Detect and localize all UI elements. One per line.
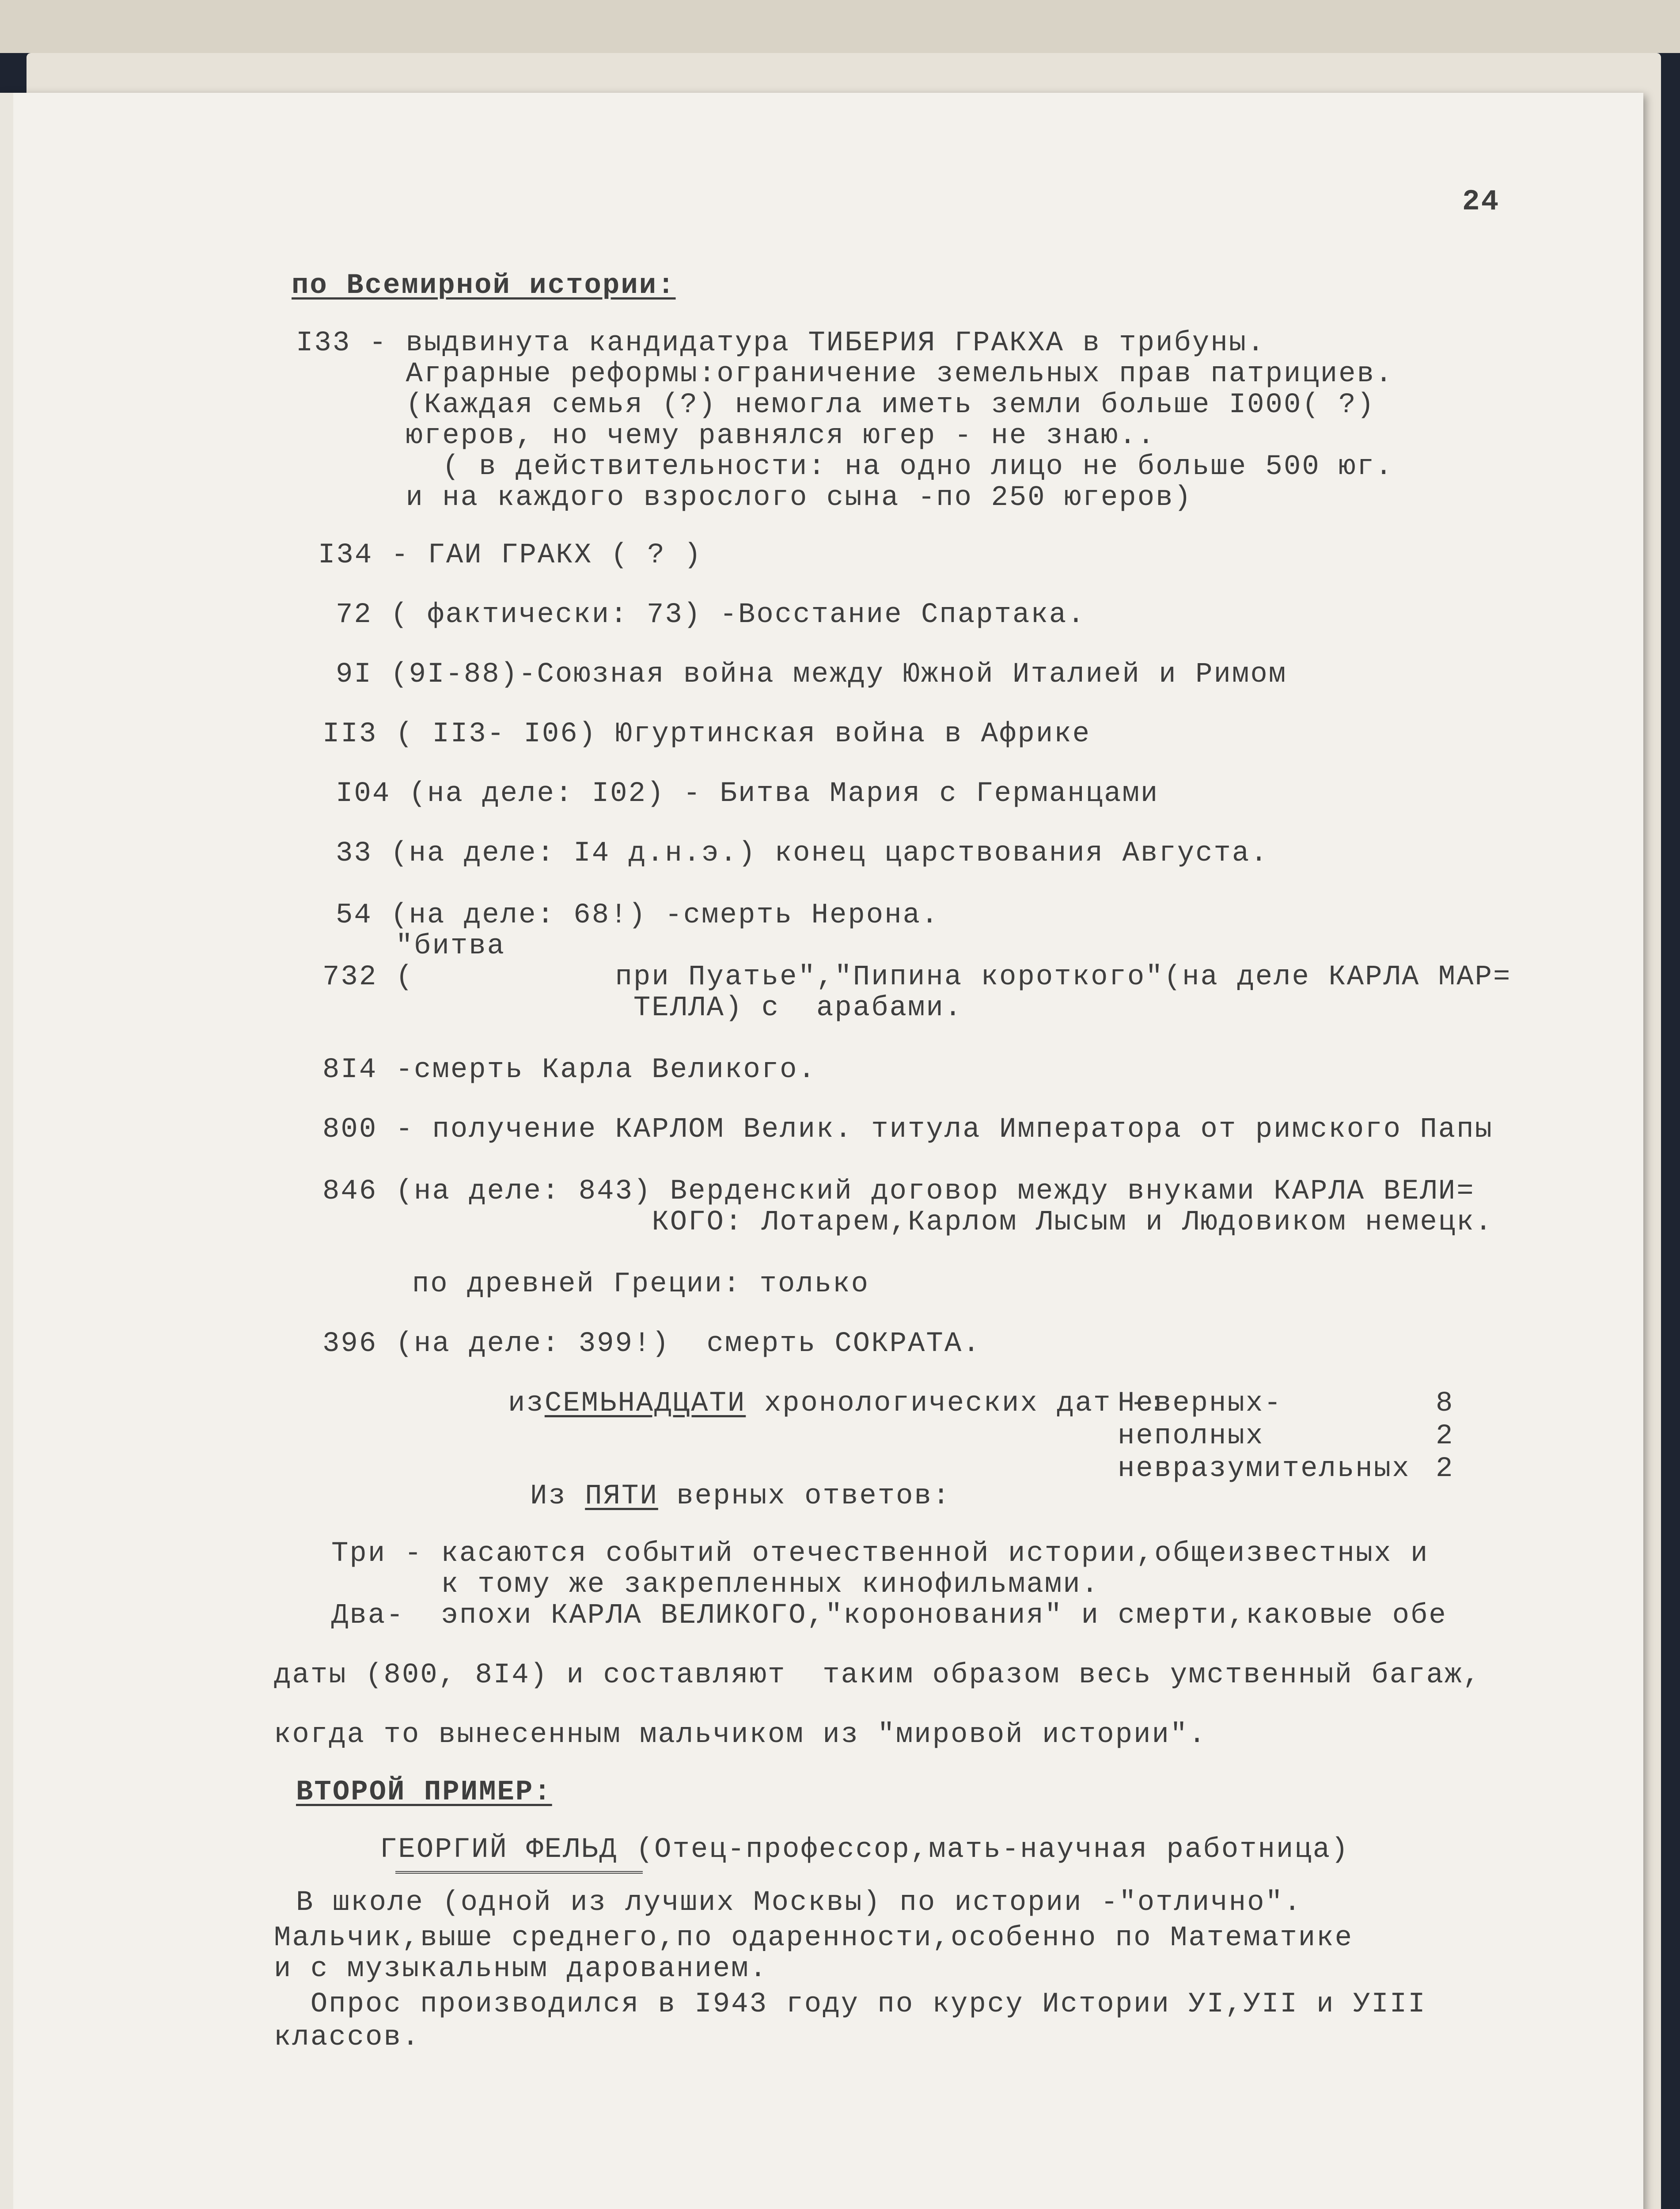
entry-line: югеров, но чему равнялся югер - не знаю.. <box>296 420 1156 452</box>
section-heading: по Всемирной истории: <box>292 270 676 302</box>
entry-line: ( в действительности: на одно лицо не больше 500 юг. <box>296 451 1394 483</box>
entry-line: "битва <box>322 930 506 962</box>
paragraph-line: Три - касаются событий отечественной истории,общеизвестных и <box>331 1538 1429 1570</box>
second-example-heading: ВТОРОЙ ПРИМЕР: <box>296 1776 552 1808</box>
count-row: Неверных- 8 <box>1118 1388 1454 1420</box>
second-example-line: Мальчик,выше среднего,по одаренности,особенно по Математике <box>274 1922 1353 1954</box>
second-example-line: ГЕОРГИЙ ФЕЛЬД (Отец-профессор,мать-научная работница) <box>380 1834 1350 1866</box>
entry-line: Аграрные реформы:ограничение земельных прав патрициев. <box>296 358 1394 390</box>
page-number: 24 <box>1462 185 1500 218</box>
entry-line: 33 (на деле: I4 д.н.э.) конец царствования Августа. <box>336 838 1269 869</box>
entry-line: по древней Греции: только <box>375 1268 869 1300</box>
entry-line: (Каждая семья (?) немогла иметь земли больше I000( ?) <box>296 389 1375 421</box>
paragraph-line: когда то вынесенным мальчиком из "мировой истории". <box>274 1719 1207 1751</box>
entry-line: I33 - выдвинута кандидатура ТИБЕРИЯ ГРАКХА в трибуны. <box>296 327 1266 359</box>
correct-emphasis: ПЯТИ <box>585 1480 658 1512</box>
entry-line: ТЕЛЛА) с арабами. <box>322 992 963 1024</box>
summary-line <box>508 1387 1167 1420</box>
entry-line: 8I4 -смерть Карла Великого. <box>322 1054 816 1086</box>
entry-line: 800 - получение КАРЛОМ Велик. титула Императора от римского Папы <box>322 1114 1493 1146</box>
entry-line: 54 (на деле: 68!) -смерть Нерона. <box>336 900 940 931</box>
entry-line: II3 ( II3- I06) Югуртинская война в Африке <box>322 718 1091 750</box>
correct-answers-line: Из ПЯТИ верных ответов: <box>530 1480 951 1512</box>
summary-counts <box>1118 1387 1454 1485</box>
entry-line: I34 - ГАИ ГРАКХ ( ? ) <box>318 539 702 571</box>
entry-line: КОГО: Лотарем,Карлом Лысым и Людовиком немецк. <box>322 1207 1493 1238</box>
paragraph-line: даты (800, 8I4) и составляют таким образом весь умственный багаж, <box>274 1659 1481 1691</box>
second-example-line: и с музыкальным дарованием. <box>274 1953 768 1985</box>
background-top-strip <box>0 0 1680 53</box>
entry-line: 72 ( фактически: 73) -Восстание Спартака. <box>336 599 1086 631</box>
entry-line: 732 ( при Пуатье","Пипина короткого"(на деле КАРЛА МАР= <box>322 961 1512 993</box>
summary-prefix: из <box>508 1388 545 1420</box>
double-underline <box>395 1871 643 1874</box>
count-row: неполных 2 <box>1118 1420 1454 1452</box>
typewritten-page <box>0 93 1643 2209</box>
second-example-line: классов. <box>274 2022 421 2053</box>
count-row: невразумительных 2 <box>1118 1453 1454 1485</box>
second-example-line: Опрос производился в I943 году по курсу Истории УI,УII и УIII <box>274 1989 1426 2020</box>
second-example-line: В школе (одной из лучших Москвы) по истории -"отлично". <box>296 1887 1302 1919</box>
entry-line: 846 (на деле: 843) Верденский договор между внуками КАРЛА ВЕЛИ= <box>322 1176 1475 1207</box>
entry-line: 396 (на деле: 399!) смерть СОКРАТА. <box>322 1328 981 1360</box>
summary-rest: хронологических дат -: <box>746 1388 1167 1420</box>
entry-line: I04 (на деле: I02) - Битва Мария с Германцами <box>336 778 1159 810</box>
entry-line: и на каждого взрослого сына -по 250 югеров) <box>296 482 1192 514</box>
summary-emphasis: СЕМЬНАДЦАТИ <box>544 1388 746 1420</box>
paragraph-line: Два- эпохи КАРЛА ВЕЛИКОГО,"коронования" и смерти,каковые обе <box>331 1600 1447 1632</box>
paragraph-line: к тому же закрепленных кинофильмами. <box>331 1569 1100 1601</box>
entry-line: 9I (9I-88)-Союзная война между Южной Италией и Римом <box>336 659 1287 691</box>
